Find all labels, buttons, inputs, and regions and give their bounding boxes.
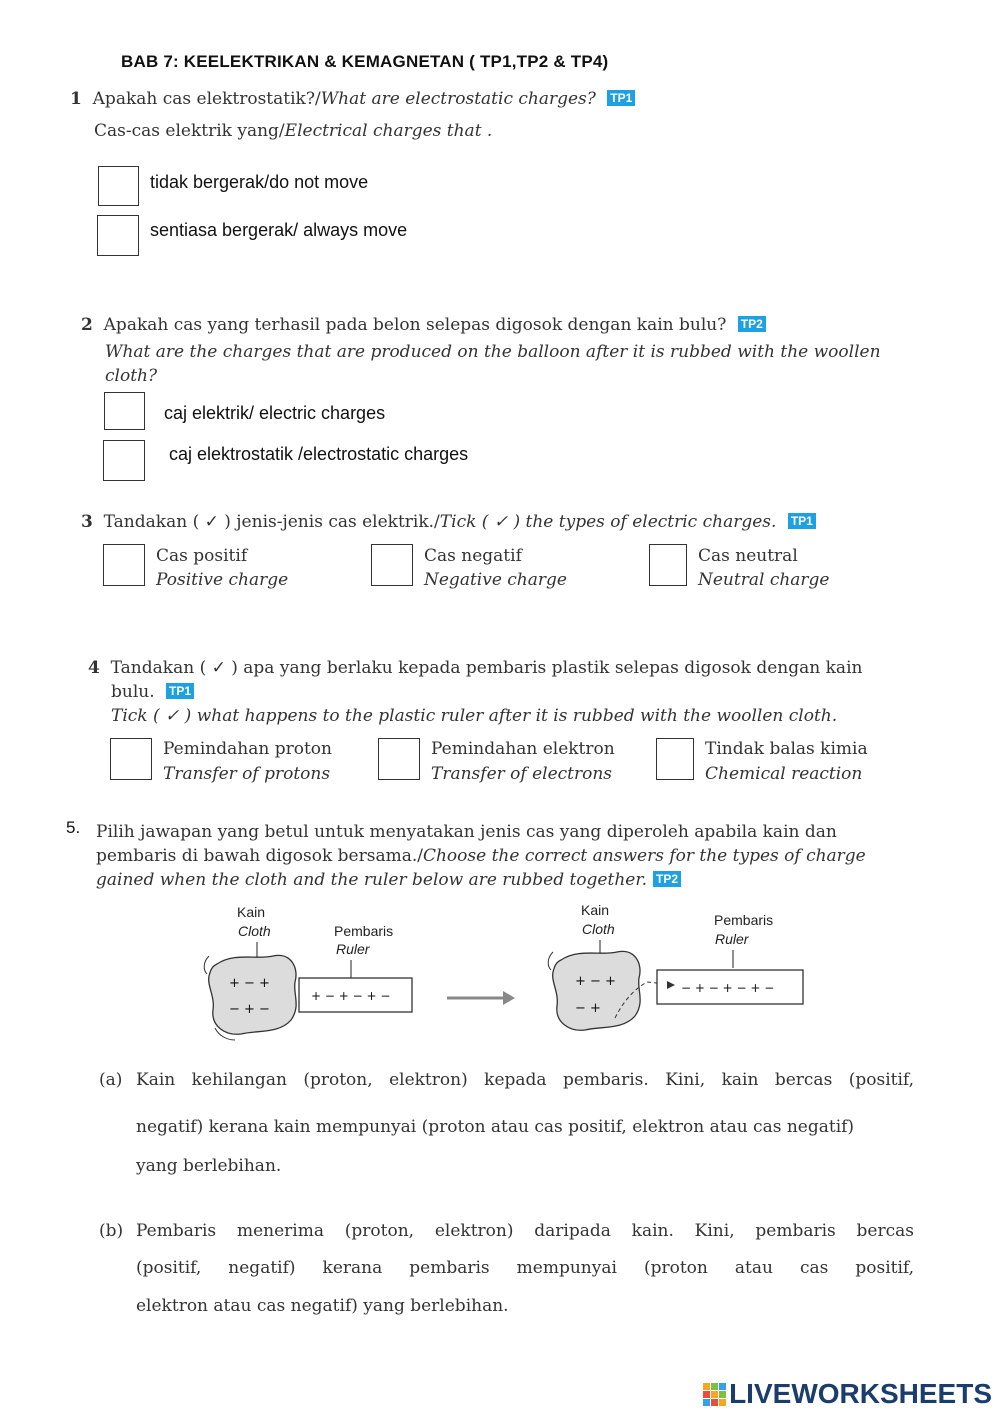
q1-option-1-checkbox[interactable]	[98, 166, 139, 206]
cloth-shape	[209, 955, 296, 1034]
part-a-line1: Kain kehilangan (proton, elektron) kepada pembaris. Kini, kain bercas (positif,	[136, 1070, 914, 1090]
question-text: Apakah cas elektrostatik?/	[92, 89, 321, 109]
question-text-line1: Pilih jawapan yang betul untuk menyatakan jenis cas yang diperoleh apabila kain dan	[96, 822, 837, 842]
question-4	[88, 658, 862, 678]
question-5	[96, 820, 866, 892]
ruler-label-english-after: Ruler	[715, 931, 749, 947]
arrow-right-icon	[503, 991, 515, 1005]
q3-option-2-checkbox[interactable]	[371, 544, 413, 586]
option-english: Neutral charge	[698, 570, 830, 590]
option-english: Chemical reaction	[705, 764, 863, 784]
option-malay: Pemindahan elektron	[431, 739, 615, 759]
question-text: Tandakan ( ✓ ) apa yang berlaku kepada pembaris plastik selepas digosok dengan kain	[110, 658, 863, 678]
q4-option-3-label	[705, 737, 868, 787]
liveworksheets-logo	[703, 1378, 992, 1410]
q1-option-2-label: sentiasa bergerak/ always move	[150, 220, 408, 240]
cloth-label-english: Cloth	[238, 923, 271, 939]
subtext-english: Electrical charges that .	[284, 121, 493, 141]
option-malay: Cas negatif	[424, 546, 522, 566]
part-b-line1: Pembaris menerima (proton, elektron) daripada kain. Kini, pembaris bercas	[136, 1221, 914, 1241]
question-text: Tandakan ( ✓ ) jenis-jenis cas elektrik./	[103, 512, 440, 532]
tp-badge: TP1	[788, 513, 816, 529]
question-2	[81, 315, 766, 335]
cloth-charges-top: + − +	[229, 976, 270, 991]
part-b-line3: elektron atau cas negatif) yang berlebihan.	[136, 1296, 509, 1316]
option-malay: Cas neutral	[698, 546, 798, 566]
ruler-charges-after: − + − + − + −	[681, 981, 775, 995]
question-text: Apakah cas yang terhasil pada belon selepas digosok dengan kain bulu?	[103, 315, 727, 335]
ruler-label-malay: Pembaris	[334, 923, 394, 939]
part-b-line2: (positif, negatif) kerana pembaris mempunyai (proton atau cas positif,	[136, 1258, 914, 1278]
tp-badge: TP1	[607, 90, 635, 106]
cloth-label-malay-after: Kain	[581, 902, 610, 918]
q2-option-2-label: caj elektrostatik /electrostatic charges	[169, 444, 469, 464]
logo-mark-icon	[703, 1383, 726, 1406]
q4-option-2-label	[431, 737, 615, 787]
q4-option-2-checkbox[interactable]	[378, 738, 420, 780]
question-number: 3	[81, 512, 93, 532]
cloth-charges-bottom-after: − +	[575, 1001, 601, 1016]
q3-option-1-label	[156, 544, 288, 592]
question-text-english: Tick ( ✓ ) the types of electric charges.	[439, 512, 777, 532]
q4-option-1-label	[163, 737, 332, 787]
question-number: 1	[70, 89, 82, 109]
question-4-english: Tick ( ✓ ) what happens to the plastic ruler after it is rubbed with the woollen cloth.	[111, 706, 838, 726]
q4-option-1-checkbox[interactable]	[110, 738, 152, 780]
question-text-english: What are electrostatic charges?	[320, 89, 596, 109]
cloth-charges-top-after: + − +	[575, 974, 616, 989]
option-malay: Tindak balas kimia	[705, 739, 868, 759]
tp-badge: TP1	[166, 683, 194, 699]
q1-option-1-label: tidak bergerak/do not move	[150, 172, 369, 192]
q2-option-1-label: caj elektrik/ electric charges	[164, 403, 386, 423]
q1-option-2-checkbox[interactable]	[97, 215, 139, 256]
option-malay: Cas positif	[156, 546, 248, 566]
question-text-english: Choose the correct answers for the types of charge	[422, 846, 866, 866]
question-text-continued: bulu.	[111, 682, 155, 702]
question-1-subtext	[94, 121, 492, 141]
option-english: Negative charge	[424, 570, 567, 590]
question-1	[70, 89, 635, 109]
ruler-label-english: Ruler	[336, 941, 370, 957]
ruler-label-malay-after: Pembaris	[714, 912, 774, 928]
question-number: 5.	[66, 818, 81, 837]
question-text-english-line3: gained when the cloth and the ruler below are rubbed together.	[96, 870, 647, 890]
tp-badge: TP2	[653, 871, 681, 887]
option-english: Positive charge	[156, 570, 289, 590]
option-malay: Pemindahan proton	[163, 739, 332, 759]
option-english: Transfer of electrons	[431, 764, 613, 784]
question-2-english: What are the charges that are produced on the balloon after it is rubbed with the woollen cloth?	[105, 342, 881, 386]
subtext-malay: Cas-cas elektrik yang/	[94, 121, 285, 141]
cloth-shape-after	[553, 951, 640, 1030]
rubbing-diagram	[195, 898, 815, 1048]
question-text-line2: pembaris di bawah digosok bersama./	[96, 846, 423, 866]
q3-option-3-checkbox[interactable]	[649, 544, 687, 586]
cloth-charges-bottom: − + −	[229, 1002, 270, 1017]
cloth-label-malay: Kain	[237, 904, 266, 920]
part-a-line2: negatif) kerana kain mempunyai (proton atau cas positif, elektron atau cas negatif)	[136, 1117, 855, 1137]
question-number: 4	[88, 658, 100, 678]
q2-option-2-checkbox[interactable]	[103, 440, 145, 481]
option-english: Transfer of protons	[163, 764, 331, 784]
q3-option-2-label	[424, 544, 567, 592]
part-a-label: (a)	[99, 1070, 123, 1090]
question-3	[81, 512, 816, 532]
tp-badge: TP2	[738, 316, 766, 332]
question-number: 2	[81, 315, 93, 335]
cloth-label-english-after: Cloth	[582, 921, 615, 937]
question-4-line2	[111, 682, 194, 702]
worksheet-title: BAB 7: KEELEKTRIKAN & KEMAGNETAN ( TP1,TP2 & TP4)	[121, 52, 609, 71]
part-b-label: (b)	[99, 1221, 124, 1241]
q3-option-3-label	[698, 544, 830, 592]
part-a-line3: yang berlebihan.	[136, 1156, 282, 1176]
q3-option-1-checkbox[interactable]	[103, 544, 145, 586]
q4-option-3-checkbox[interactable]	[656, 738, 694, 780]
q2-option-1-checkbox[interactable]	[104, 392, 145, 430]
logo-text: LIVEWORKSHEETS	[729, 1378, 992, 1409]
ruler-charges-before: + − + − + −	[311, 989, 391, 1003]
